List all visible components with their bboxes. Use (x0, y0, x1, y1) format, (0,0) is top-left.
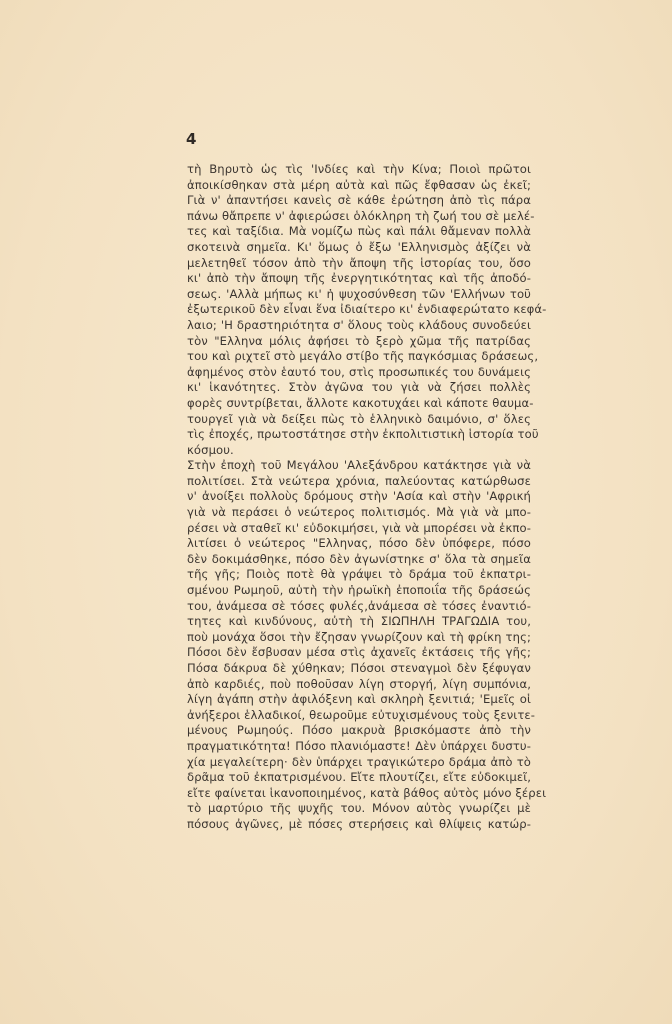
text-line: δρᾶμα τοῦ ἐκπατρισμένου. Εἴτε πλουτίζει, εἴτε εὐδοκιμεῖ, (187, 770, 531, 785)
text-line: ἀπὸ καρδιές, ποὺ ποθοῦσαν λίγη στοργή, λίγη συμπόνια, (187, 676, 531, 691)
text-line: τες καὶ ταξίδια. Μὰ νομίζω πὼς καὶ πάλι θἄμεναν πολλὰ (187, 224, 531, 239)
text-line: τὸν "Ελληνα μόλις ἀφήσει τὸ ξερὸ χῶμα τῆς πατρίδας (187, 333, 531, 348)
text-line: τῆς γῆς; Ποιὸς ποτὲ θὰ γράψει τὸ δράμα τοῦ ἐκπατρι- (187, 567, 531, 582)
text-line: εἴτε φαίνεται ἱκανοποιημένος, κατὰ βάθος αὐτὸς μόνο ξέρει (187, 785, 547, 800)
text-line: γιὰ νὰ περάσει ὁ νεώτερος πολιτισμός. Μὰ γιὰ νὰ μπο- (187, 505, 531, 520)
text-line: Στὴν ἐποχὴ τοῦ Μεγάλου 'Αλεξάνδρου κατάκτησε γιὰ νὰ (187, 458, 531, 473)
text-line: ν' ἀνοίξει πολλοὺς δρόμους στὴν 'Ασία καὶ στὴν 'Αφρική (187, 489, 531, 504)
text-line: λίγη ἀγάπη στὴν ἀφιλόξενη καὶ σκληρὴ ξενιτιά; 'Εμεῖς οἱ (187, 692, 531, 707)
text-line: ρέσει νὰ σταθεῖ κι' εὐδοκιμήσει, γιὰ νὰ μπορέσει νὰ ἐκπο- (187, 520, 531, 535)
text-line: μελετηθεῖ τόσον ἀπὸ τὴν ἄποψη τῆς ἱστορίας του, ὅσο (187, 255, 531, 270)
text-line: τὶς ἐποχές, πρωτοστάτησε στὴν ἐκπολιτιστικὴ ἱστορία τοῦ (187, 427, 539, 442)
text-line: ἀφημένος στὸν ἑαυτό του, στὶς προσωπικές του δυνάμεις (187, 364, 531, 379)
text-line: τητες καὶ κινδύνους, αὐτὴ τὴ ΣΙΩΠΗΛΗ ΤΡΑΓΩΔΙΑ του, (187, 614, 531, 629)
text-line: σμένου Ρωμηοῦ, αὐτὴ τὴν ἡρωϊκὴ ἐποποιΐα τῆς δράσεώς (187, 583, 531, 598)
text-line: ἀνήξεροι ἑλλαδικοί, θεωροῦμε εὐτυχισμένους τοὺς ξενιτε- (187, 707, 536, 722)
text-line: λαιο; 'Η δραστηριότητα σ' ὅλους τοὺς κλάδους συνοδεύει (187, 317, 531, 332)
text-line: Πόσοι δὲν ἔσβυσαν μέσα στὶς ἀχανεῖς ἐκτάσεις τῆς γῆς; (187, 645, 531, 660)
text-line: χία μεγαλείτερη· δὲν ὑπάρχει τραγικώτερο δράμα ἀπὸ τὸ (187, 754, 531, 769)
text-line: ἐξωτερικοῦ δὲν εἶναι ἕνα ἰδιαίτερο κι' ἐνδιαφερώτατο κεφά- (187, 302, 547, 317)
text-line: κόσμου. (187, 442, 234, 457)
text-line: σεως. 'Αλλὰ μήπως κι' ἡ ψυχοσύνθεση τῶν 'Ελλήνων τοῦ (187, 286, 531, 301)
text-line: τουργεῖ γιὰ νὰ δείξει πὼς τὸ ἑλληνικὸ δαιμόνιο, σ' ὅλες (187, 411, 531, 426)
text-line: σκοτεινὰ σημεῖα. Κι' ὅμως ὁ ἔξω 'Ελληνισμὸς ἀξίζει νὰ (187, 239, 531, 254)
text-line: πραγματικότητα! Πόσο πλανιόμαστε! Δὲν ὑπάρχει δυστυ- (187, 738, 531, 753)
text-line: τὴ Βηρυτὸ ὡς τὶς 'Ινδίες καὶ τὴν Κίνα; Ποιοὶ πρῶτοι (187, 162, 531, 176)
text-line: τὸ μαρτύριο τῆς ψυχῆς του. Μόνον αὐτὸς γνωρίζει μὲ (187, 801, 531, 816)
text-line: του καὶ ριχτεῖ στὸ μεγάλο στίβο τῆς παγκόσμιας δράσεως, (187, 349, 539, 364)
body-text (187, 162, 547, 833)
text-line: κι' ἀπὸ τὴν ἄποψη τῆς ἐνεργητικότητας καὶ τῆς ἀποδό- (187, 271, 531, 286)
text-line: μένους Ρωμηούς. Πόσο μακρυὰ βρισκόμαστε ἀπὸ τὴν (187, 723, 531, 738)
text-line: φορὲς συντρίβεται, ἄλλοτε κακοτυχάει καὶ κάποτε θαυμα- (187, 395, 534, 410)
text-line: πόσους ἀγῶνες, μὲ πόσες στερήσεις καὶ θλίψεις κατώρ- (187, 816, 531, 831)
text-line: πολιτίσει. Στὰ νεώτερα χρόνια, παλεύοντας κατώρθωσε (187, 473, 531, 488)
text-line: κι' ἱκανότητες. Στὸν ἀγῶνα του γιὰ νὰ ζήσει πολλὲς (187, 380, 531, 395)
text-line: του, ἀνάμεσα σὲ τόσες φυλές,ἀνάμεσα σὲ τόσες ἐναντιό- (187, 598, 531, 613)
page-number: 4 (186, 130, 197, 148)
text-line: Πόσα δάκρυα δὲ χύθηκαν; Πόσοι στεναγμοὶ δὲν ξέφυγαν (187, 661, 531, 675)
text-line: Γιὰ ν' ἀπαντήσει κανεὶς σὲ κάθε ἐρώτηση ἀπὸ τὶς πάρα (187, 193, 531, 208)
text-line: πάνω θἄπρεπε ν' ἀφιερώσει ὁλόκληρη τὴ ζωή του σὲ μελέ- (187, 208, 535, 223)
text-line: δὲν δοκιμάσθηκε, πόσο δὲν ἀγωνίστηκε σ' ὅλα τὰ σημεῖα (187, 551, 531, 566)
text-line: ἀποικίσθηκαν στὰ μέρη αὐτὰ καὶ πῶς ἔφθασαν ὡς ἐκεῖ; (187, 177, 531, 192)
text-line: λιτίσει ὁ νεώτερος "Ελληνας, πόσο δὲν ὑπόφερε, πόσο (187, 536, 531, 551)
text-line: ποὺ μονάχα ὅσοι τὴν ἔζησαν γνωρίζουν καὶ τὴ φρίκη της; (187, 629, 531, 644)
